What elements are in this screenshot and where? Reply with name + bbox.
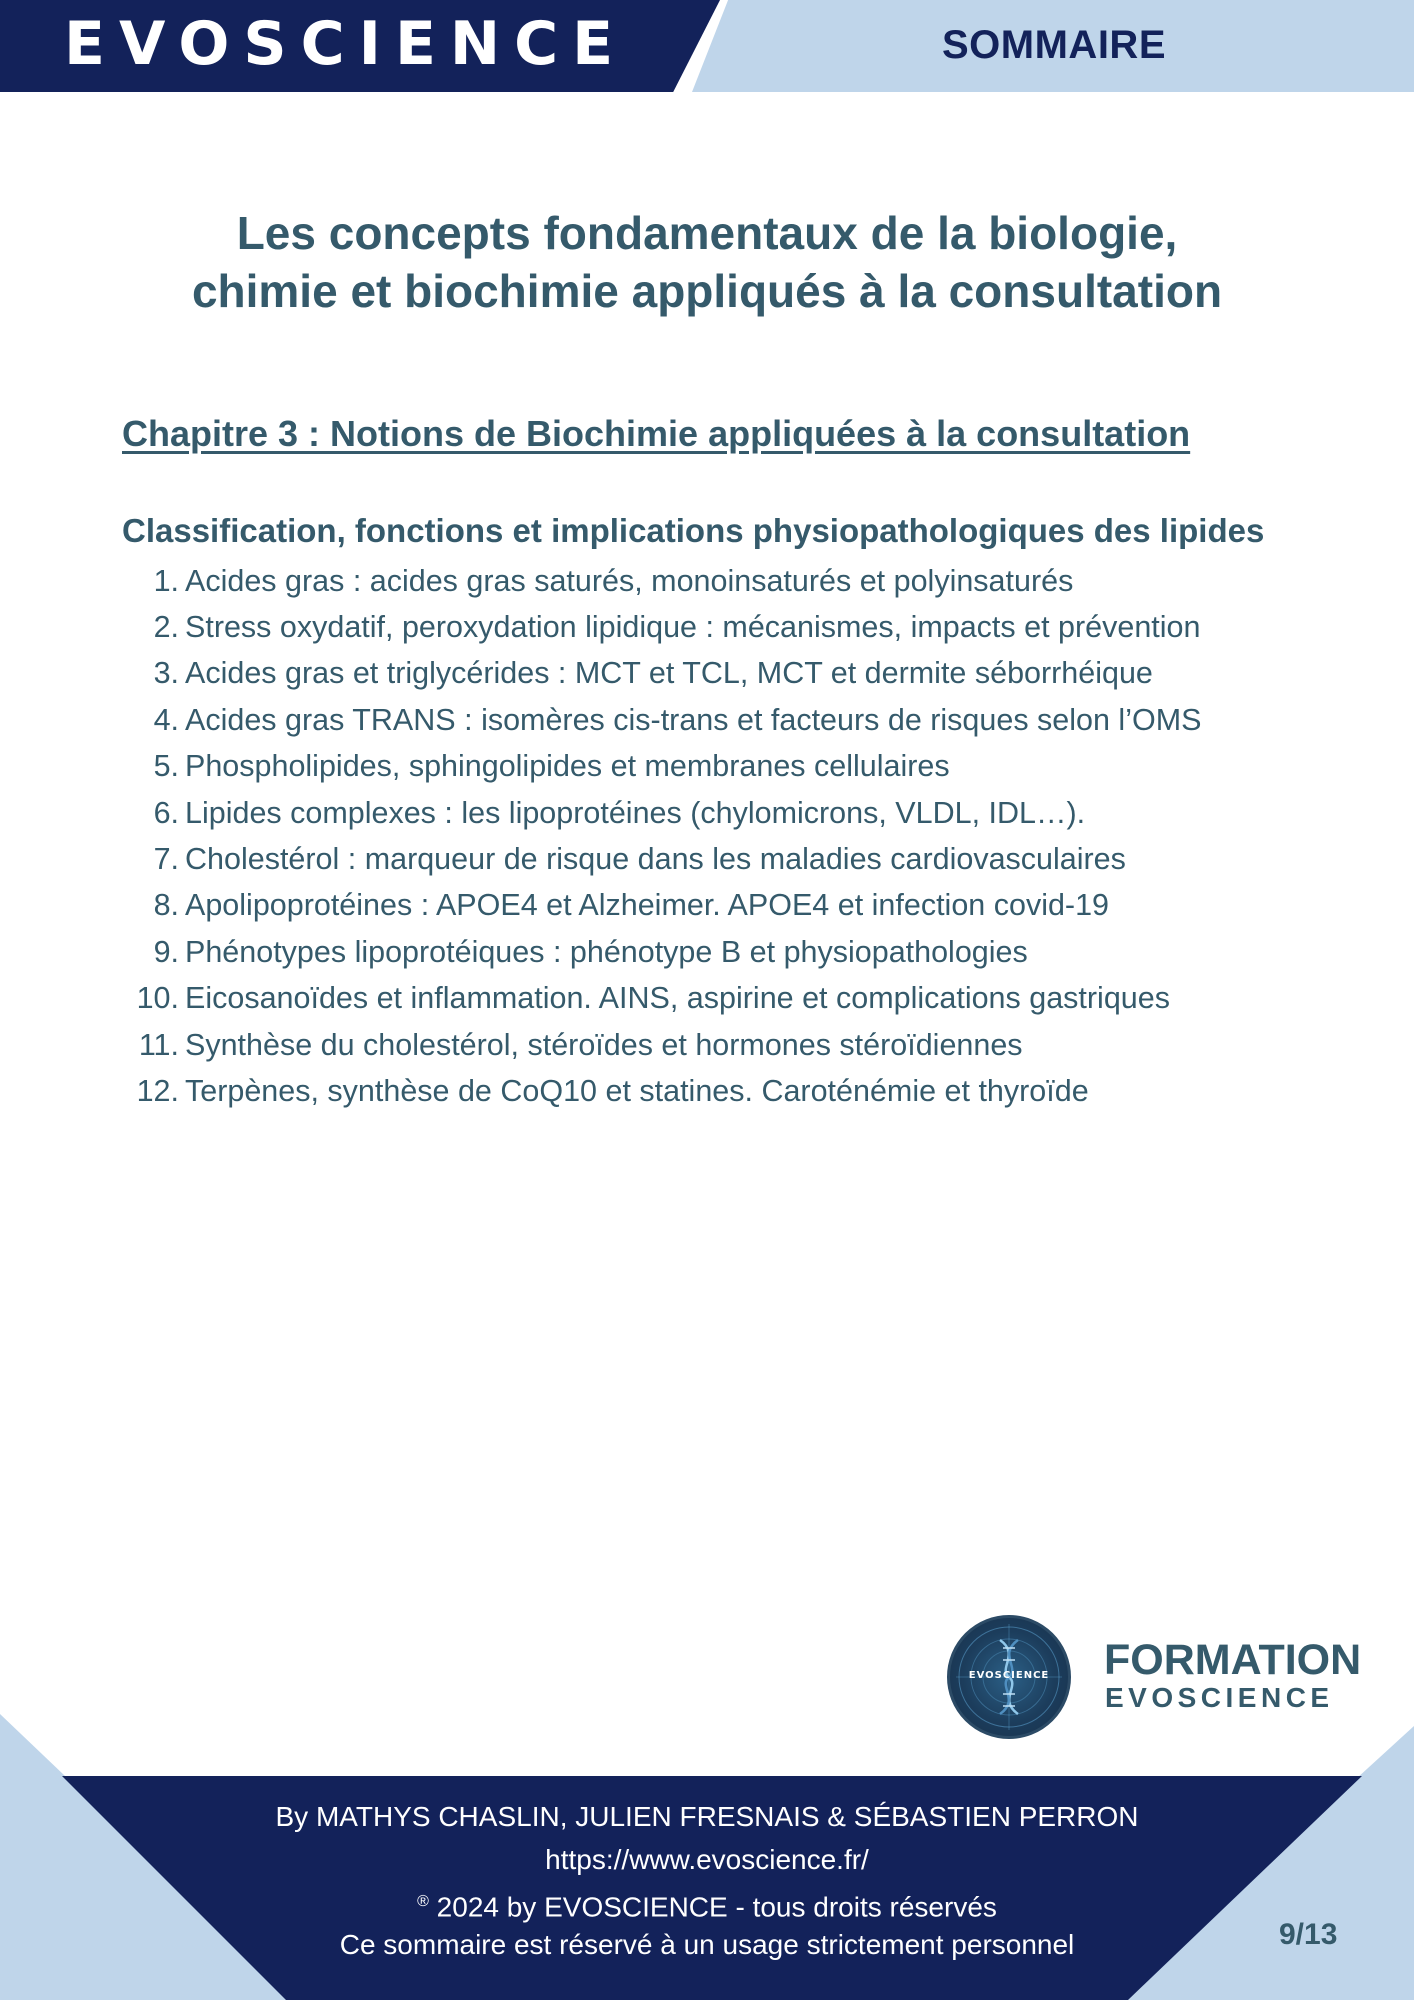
document-title-line-2: chimie et biochimie appliqués à la consultation [191, 265, 1223, 317]
footer-url: https://www.evoscience.fr/ [545, 1843, 869, 1875]
topic-number: 5. [153, 749, 179, 784]
topic-item [122, 1022, 1201, 1068]
footer-authors: By MATHYS CHASLIN, JULIEN FRESNAIS & SÉBASTIEN PERRON [275, 1801, 1139, 1832]
topic-number: 11. [138, 1027, 179, 1062]
footer-copyright-line [0, 1881, 1414, 1924]
page-number: 9/13 [1279, 1918, 1338, 1951]
topic-item [122, 558, 1201, 604]
topic-number: 9. [153, 934, 179, 969]
topic-item [122, 929, 1201, 975]
topic-number: 6. [153, 795, 179, 830]
topic-number: 2. [153, 610, 179, 645]
topic-number: 10. [136, 981, 179, 1016]
section-label: SOMMAIRE [942, 23, 1166, 67]
topic-item [122, 836, 1201, 882]
footer-copyright: 2024 by EVOSCIENCE - tous droits réservés [428, 1891, 997, 1923]
evoscience-logo-icon [947, 1615, 1071, 1739]
topic-text: Synthèse du cholestérol, stéroïdes et hormones stéroïdiennes [185, 1027, 1023, 1062]
topic-item [122, 1068, 1201, 1114]
topic-text: Eicosanoïdes et inflammation. AINS, aspirine et complications gastriques [185, 981, 1170, 1016]
document-title-line-1: Les concepts fondamentaux de la biologie, [236, 207, 1178, 259]
topic-number: 8. [153, 888, 179, 923]
topic-text: Acides gras : acides gras saturés, monoinsaturés et polyinsaturés [185, 563, 1074, 598]
footer-credits [0, 1796, 1414, 1966]
topic-text: Lipides complexes : les lipoprotéines (chylomicrons, VLDL, IDL…). [185, 795, 1086, 830]
brand-wordmark: EVOSCIENCE [64, 9, 628, 79]
topic-item [122, 604, 1201, 650]
footer-notice: Ce sommaire est réservé à un usage strictement personnel [339, 1928, 1075, 1960]
topic-number: 1. [153, 563, 179, 598]
topic-item [122, 744, 1201, 790]
topic-number: 4. [153, 702, 179, 737]
topic-text: Phospholipides, sphingolipides et membranes cellulaires [185, 749, 950, 784]
topic-text: Stress oxydatif, peroxydation lipidique : mécanismes, impacts et prévention [185, 610, 1201, 645]
topic-text: Cholestérol : marqueur de risque dans les maladies cardiovasculaires [185, 842, 1126, 877]
topic-item [122, 790, 1201, 836]
chapter-heading: Chapitre 3 : Notions de Biochimie appliquées à la consultation [122, 413, 1191, 454]
topic-text: Terpènes, synthèse de CoQ10 et statines. Caroténémie et thyroïde [185, 1073, 1089, 1108]
header-bar [0, 0, 1414, 92]
topic-text: Phénotypes lipoprotéiques : phénotype B et physiopathologies [185, 934, 1028, 969]
logo-word-formation: FORMATION [1104, 1636, 1362, 1684]
topic-text: Acides gras et triglycérides : MCT et TCL, MCT et dermite séborrhéique [185, 656, 1153, 691]
registered-mark: ® [417, 1893, 429, 1910]
section-heading: Classification, fonctions et implications physiopathologiques des lipides [122, 512, 1265, 549]
topic-text: Apolipoprotéines : APOE4 et Alzheimer. APOE4 et infection covid-19 [185, 888, 1110, 923]
topic-number: 7. [153, 842, 179, 877]
logo-word-evoscience: EVOSCIENCE [1105, 1682, 1334, 1713]
topic-list [122, 558, 1201, 1115]
topic-item [122, 976, 1201, 1022]
topic-number: 12. [136, 1073, 179, 1108]
topic-item [122, 697, 1201, 743]
document-title [0, 204, 1414, 320]
topic-item [122, 651, 1201, 697]
topic-text: Acides gras TRANS : isomères cis-trans et facteurs de risques selon l’OMS [185, 702, 1202, 737]
topic-item [122, 883, 1201, 929]
logo-circle-text: EVOSCIENCE [968, 1670, 1050, 1681]
topic-number: 3. [153, 656, 179, 691]
